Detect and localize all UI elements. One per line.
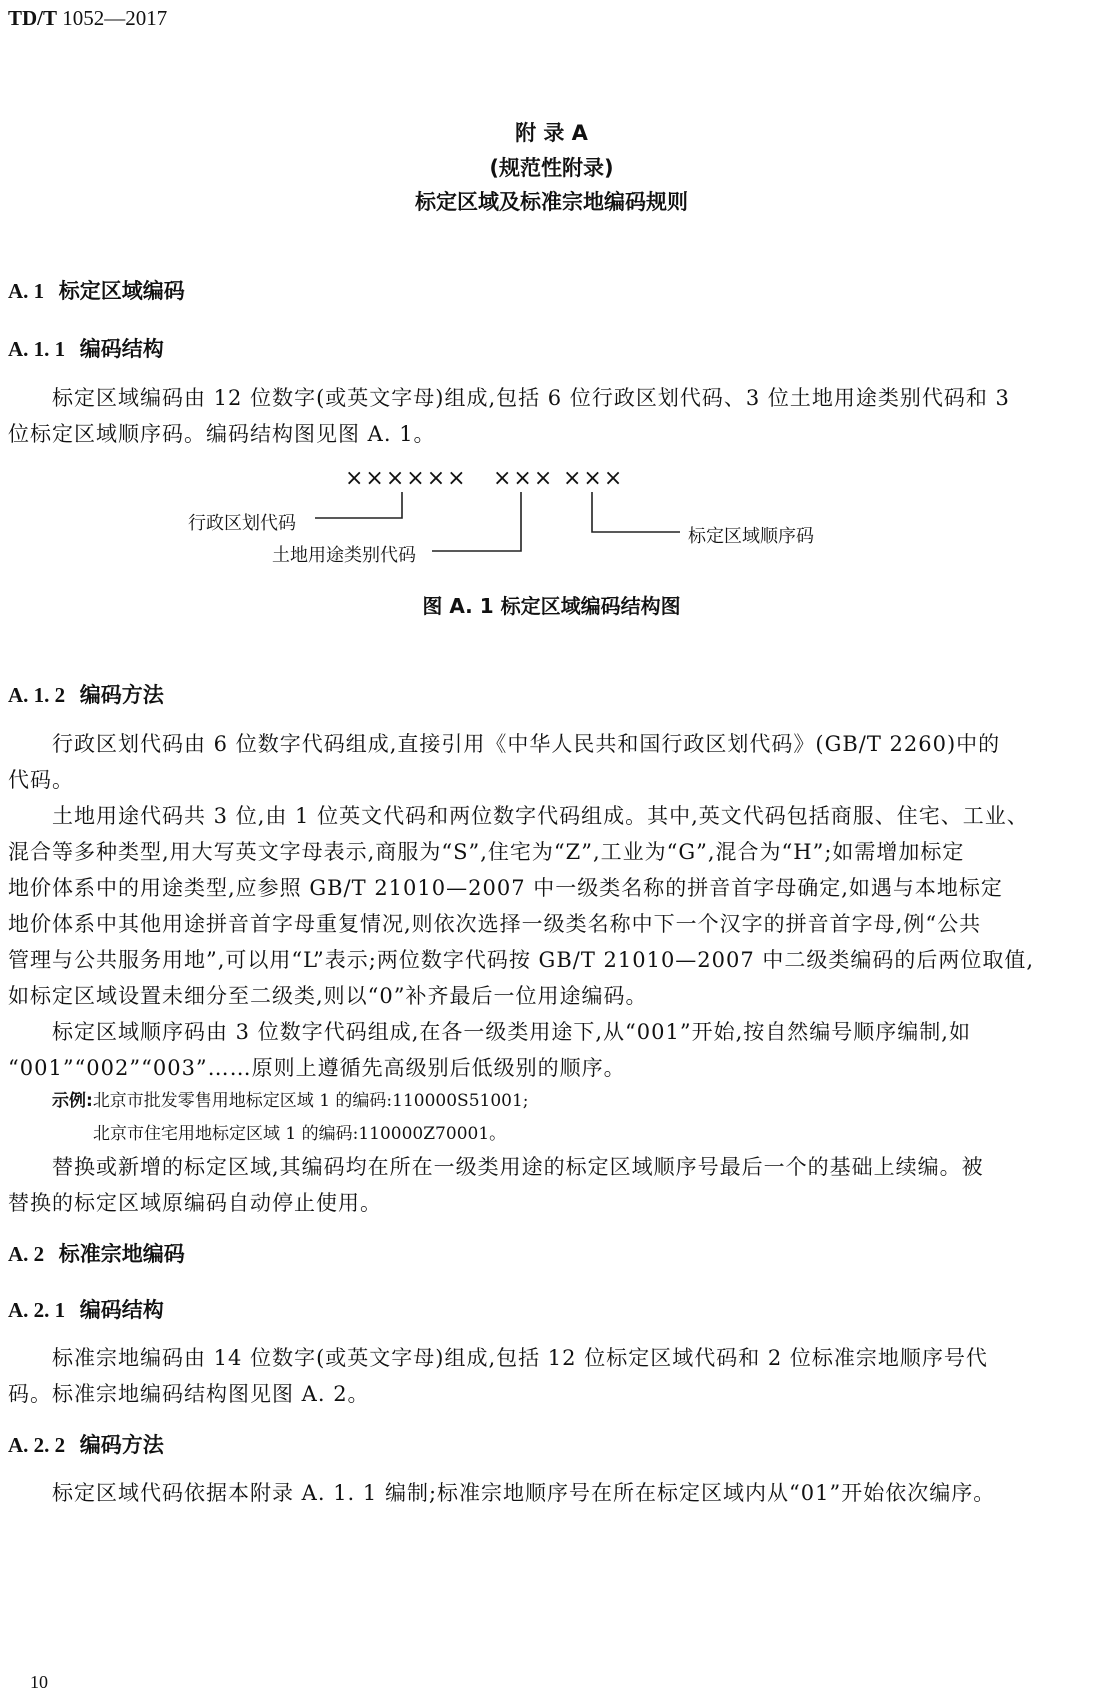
paragraph-line: 地价体系中其他用途拼音首字母重复情况,则依次选择一级类名称中下一个汉字的拼音首字母,例“公共 xyxy=(8,912,982,936)
paragraph-line: 土地用途代码共 3 位,由 1 位英文代码和两位数字代码组成。其中,英文代码包括商服、住宅、工业、 xyxy=(52,804,1029,828)
paragraph-line: 混合等多种类型,用大写英文字母表示,商服为“S”,住宅为“Z”,工业为“G”,混合为“H”;如需增加标定 xyxy=(8,840,965,864)
paragraph-line: 标定区域顺序码由 3 位数字代码组成,在各一级类用途下,从“001”开始,按自然编号顺序编制,如 xyxy=(52,1020,971,1044)
label-admin-code: 行政区划代码 xyxy=(188,513,296,534)
paragraph-line: “001”“002”“003”……原则上遵循先高级别后低级别的顺序。 xyxy=(8,1056,626,1080)
paragraph-line: 位标定区域顺序码。编码结构图见图 A. 1。 xyxy=(8,422,436,446)
heading-a12: A. 1. 2 编码方法 xyxy=(8,683,164,707)
paragraph-line: 替换的标定区域原编码自动停止使用。 xyxy=(8,1191,382,1215)
paragraph-line: 标准宗地编码由 14 位数字(或英文字母)组成,包括 12 位标定区域代码和 2 位标准宗地顺序号代 xyxy=(52,1346,988,1370)
heading-a11: A. 1. 1 编码结构 xyxy=(8,337,164,361)
paragraph-line: 码。标准宗地编码结构图见图 A. 2。 xyxy=(8,1382,370,1406)
example-2: 北京市住宅用地标定区域 1 的编码:110000Z70001。 xyxy=(93,1124,507,1144)
code-group-sequence: ××× xyxy=(563,466,625,491)
paragraph-line: 标定区域编码由 12 位数字(或英文字母)组成,包括 6 位行政区划代码、3 位土地用途类别代码和 3 xyxy=(52,386,1010,410)
paragraph-line: 行政区划代码由 6 位数字代码组成,直接引用《中华人民共和国行政区划代码》(GB/T 2260)中的 xyxy=(52,732,1001,756)
standard-number: 1052—2017 xyxy=(62,6,168,30)
connector-admin xyxy=(315,492,402,518)
standard-prefix: TD/T xyxy=(8,6,58,30)
heading-a22: A. 2. 2 编码方法 xyxy=(8,1433,164,1457)
paragraph-line: 管理与公共服务用地”,可以用“L”表示;两位数字代码按 GB/T 21010—2007 中二级类编码的后两位取值, xyxy=(8,948,1035,972)
example-label: 示例: xyxy=(52,1091,93,1111)
figure-caption: 图 A. 1 标定区域编码结构图 xyxy=(422,594,681,618)
code-group-admin: ×××××× xyxy=(345,466,468,491)
connector-landuse xyxy=(432,492,521,551)
appendix-title: 标定区域及标准宗地编码规则 xyxy=(415,190,688,214)
paragraph-line: 标定区域代码依据本附录 A. 1. 1 编制;标准宗地顺序号在所在标定区域内从“01”开始依次编序。 xyxy=(52,1481,996,1505)
code-group-landuse: ××× xyxy=(493,466,555,491)
paragraph-line: 代码。 xyxy=(8,768,74,792)
heading-a2: A. 2 标准宗地编码 xyxy=(8,1242,185,1266)
label-sequence-code: 标定区域顺序码 xyxy=(688,526,814,547)
paragraph-line: 地价体系中的用途类型,应参照 GB/T 21010—2007 中一级类名称的拼音首字母确定,如遇与本地标定 xyxy=(8,876,1003,900)
appendix-label: 附 录 A xyxy=(515,121,588,145)
label-landuse-code: 土地用途类别代码 xyxy=(272,545,416,566)
connector-sequence xyxy=(592,492,680,532)
heading-a1: A. 1 标定区域编码 xyxy=(8,279,185,303)
appendix-type: (规范性附录) xyxy=(489,156,614,180)
paragraph-line: 替换或新增的标定区域,其编码均在所在一级类用途的标定区域顺序号最后一个的基础上续编。被 xyxy=(52,1155,984,1179)
example-1: 北京市批发零售用地标定区域 1 的编码:110000S51001; xyxy=(92,1091,529,1111)
heading-a21: A. 2. 1 编码结构 xyxy=(8,1298,164,1322)
page-number: 10 xyxy=(30,1672,48,1692)
paragraph-line: 如标定区域设置未细分至二级类,则以“0”补齐最后一位用途编码。 xyxy=(8,984,648,1008)
example-block xyxy=(52,1086,529,1111)
